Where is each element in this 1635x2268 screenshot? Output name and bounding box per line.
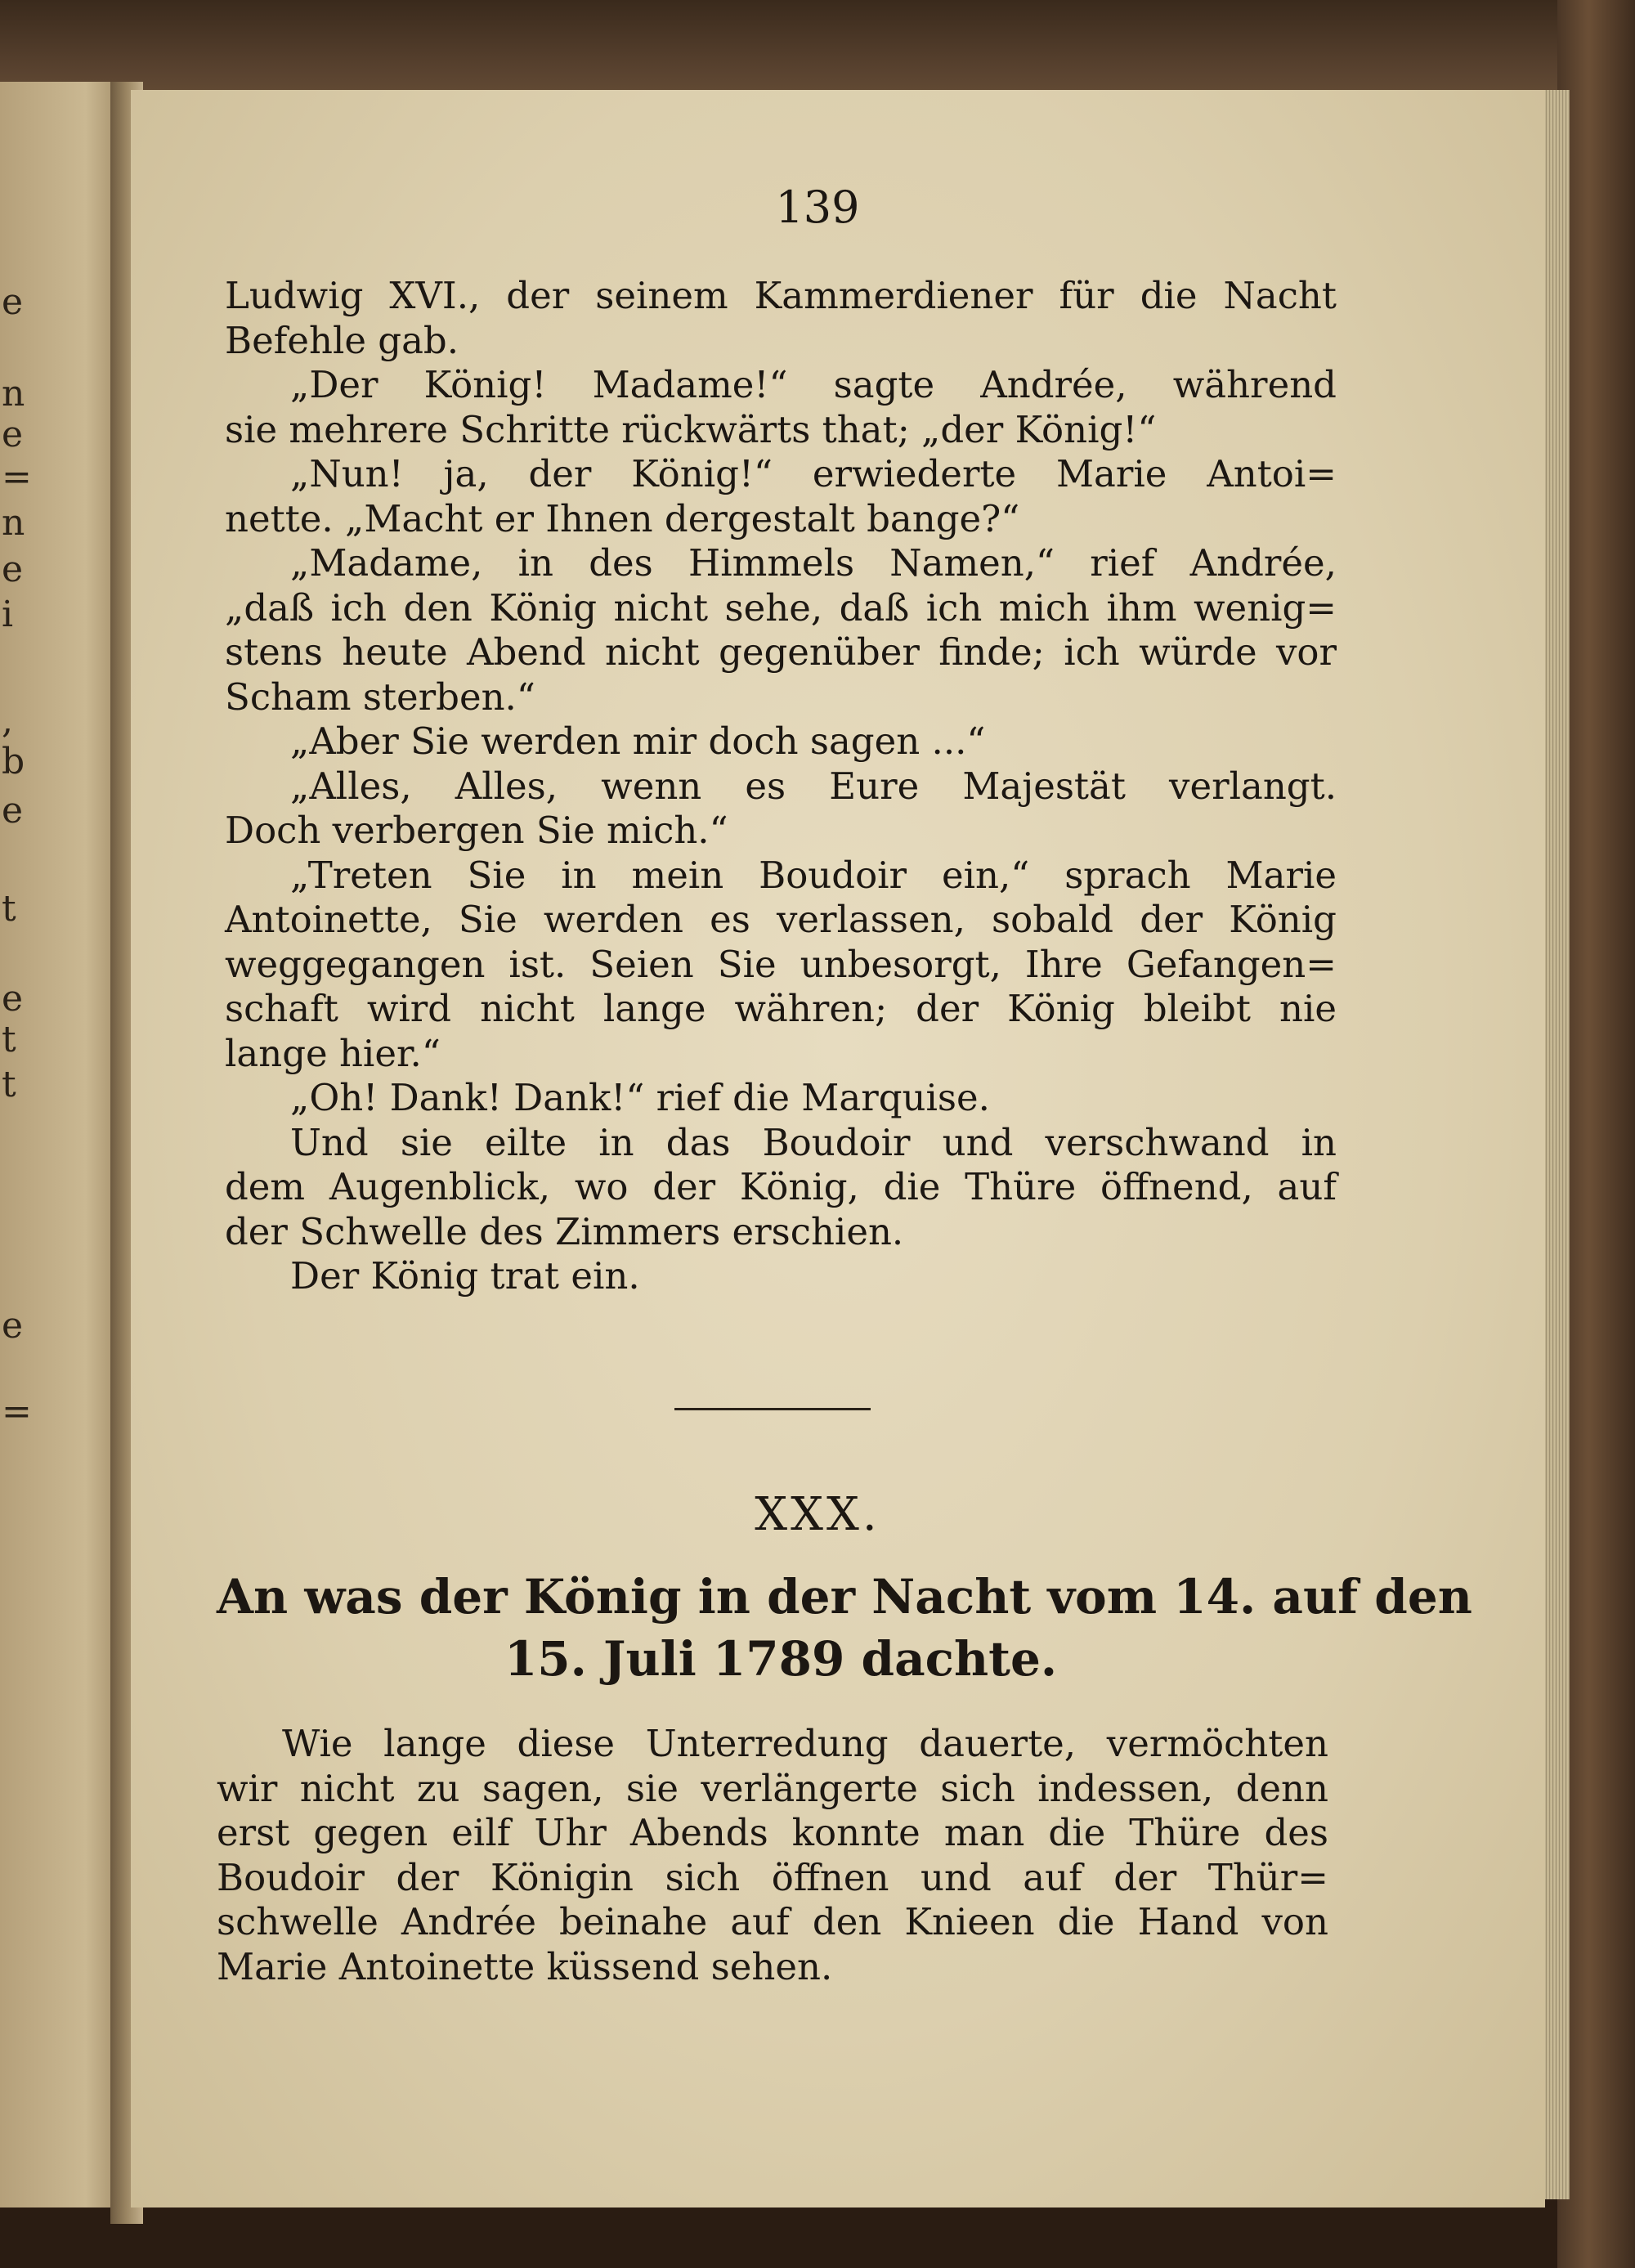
text-line: Wie lange diese Unterredung dauerte, vermöchten xyxy=(282,1722,1328,1765)
text-line: schaft wird nicht lange währen; der König bleibt nie xyxy=(225,987,1337,1030)
left-fragment: b xyxy=(2,741,25,782)
text-line: nette. „Macht er Ihnen dergestalt bange?“ xyxy=(225,496,1020,540)
chapter-title xyxy=(217,1566,1472,1690)
left-fragment: t xyxy=(2,1019,16,1060)
text-line: „Alles, Alles, wenn es Eure Majestät verlangt. xyxy=(290,764,1337,808)
left-fragment: e xyxy=(2,549,24,590)
text-line: Scham sterben.“ xyxy=(225,675,535,719)
left-fragment: = xyxy=(2,1391,32,1432)
text-line: wir nicht zu sagen, sie verlängerte sich indessen, denn xyxy=(217,1766,1328,1810)
text-line: „daß ich den König nicht sehe, daß ich mich ihm wenig= xyxy=(225,585,1337,630)
text-line: „Der König! Madame!“ sagte Andrée, während xyxy=(290,363,1337,406)
left-fragment: , xyxy=(2,700,13,742)
page-number: 139 xyxy=(775,182,860,233)
text-line: „Oh! Dank! Dank!“ rief die Marquise. xyxy=(290,1076,990,1119)
left-fragment: n xyxy=(2,373,25,415)
chapter-title-line-2: 15. Juli 1789 dachte. xyxy=(504,1631,1058,1687)
text-line: erst gegen eilf Uhr Abends konnte man die Thüre des xyxy=(217,1811,1328,1854)
chapter-title-line-1: An was der König in der Nacht vom 14. auf den xyxy=(217,1569,1472,1625)
text-line: lange hier.“ xyxy=(225,1031,441,1075)
left-fragment: = xyxy=(2,456,32,498)
text-line: Ludwig XVI., der seinem Kammerdiener für die Nacht xyxy=(225,274,1337,317)
left-fragment: t xyxy=(2,1064,16,1105)
left-fragment: e xyxy=(2,1305,24,1347)
text-line: Der König trat ein. xyxy=(290,1254,640,1298)
text-line: „Nun! ja, der König!“ erwiederte Marie Antoi= xyxy=(290,452,1337,495)
text-line: dem Augenblick, wo der König, die Thüre öffnend, auf xyxy=(225,1165,1337,1208)
text-line: „Madame, in des Himmels Namen,“ rief Andrée, xyxy=(290,541,1337,585)
text-line: „Aber Sie werden mir doch sagen ...“ xyxy=(290,719,986,763)
left-fragment: e xyxy=(2,978,24,1020)
text-line: Und sie eilte in das Boudoir und verschwand in xyxy=(290,1120,1337,1164)
left-fragment: e xyxy=(2,414,24,455)
text-line: Marie Antoinette küssend sehen. xyxy=(217,1944,833,1988)
left-fragment: n xyxy=(2,502,25,544)
left-fragment: i xyxy=(2,594,14,635)
text-line: weggegangen ist. Seien Sie unbesorgt, Ihre Gefangen= xyxy=(225,942,1337,986)
text-line: Befehle gab. xyxy=(225,318,459,362)
body-text xyxy=(225,274,1337,1299)
text-line: der Schwelle des Zimmers erschien. xyxy=(225,1209,904,1253)
text-line: schwelle Andrée beinahe auf den Knieen die Hand von xyxy=(217,1900,1328,1943)
body-text-2 xyxy=(217,1721,1328,1988)
text-line: Doch verbergen Sie mich.“ xyxy=(225,809,728,852)
chapter-number: XXX. xyxy=(755,1488,880,1541)
text-line: stens heute Abend nicht gegenüber finde; ich würde vor xyxy=(225,630,1337,674)
text-line: Antoinette, Sie werden es verlassen, sobald der König xyxy=(225,898,1337,941)
text-line: sie mehrere Schritte rückwärts that; „der König!“ xyxy=(225,407,1157,451)
left-fragment: e xyxy=(2,790,24,831)
text-line: Boudoir der Königin sich öffnen und auf der Thür= xyxy=(217,1855,1328,1899)
section-divider xyxy=(674,1408,871,1410)
left-fragment: t xyxy=(2,888,16,930)
left-fragment: e xyxy=(2,281,24,323)
text-line: „Treten Sie in mein Boudoir ein,“ sprach Marie xyxy=(290,853,1337,897)
